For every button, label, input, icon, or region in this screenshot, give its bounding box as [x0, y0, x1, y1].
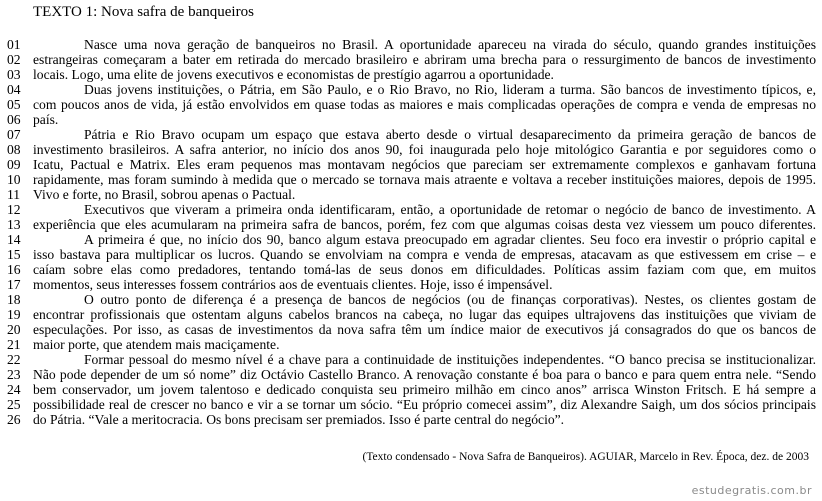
text-line: [0, 112, 822, 127]
line-number: 21: [7, 337, 21, 352]
text-line: [0, 307, 822, 322]
text-line: [0, 262, 822, 277]
line-text: Não pode depender de um só nome” diz Octávio Castello Branco. A renovação constante é boa para o banco e para quem entra nele. “Sendo: [33, 367, 816, 382]
line-text: investimento brasileiros. A safra anterior, no início dos anos 90, foi inaugurada pelo hoje mitológico Garantia e por seguidores como o: [33, 142, 816, 157]
text-line: [0, 97, 822, 112]
line-number: 03: [7, 67, 21, 82]
line-number: 18: [7, 292, 21, 307]
text-line: [0, 397, 822, 412]
line-text: estrangeiras começaram a bater em retirada do mercado brasileiro e abriram uma brecha para o ressurgimento de bancos de investimento: [33, 52, 816, 67]
text-line: [0, 322, 822, 337]
line-text: maior porte, que atendem mais maciçamente.: [33, 337, 280, 352]
line-text: O outro ponto de diferença é a presença de bancos de negócios (ou de finanças corporativas). Nestes, os clientes gostam de: [84, 292, 816, 307]
line-number: 25: [7, 397, 21, 412]
line-text: do Pátria. “Vale a meritocracia. Os bons precisam ser premiados. Isso é parte central do negócio”.: [33, 412, 565, 427]
line-text: experiência que eles acumularam na primeira safra de bancos, porém, fez com que algumas coisas desta vez viessem um pouco diferentes.: [33, 217, 816, 232]
line-number: 02: [7, 52, 21, 67]
line-text: A primeira é que, no início dos 90, banco algum estava preocupado em agradar clientes. Seu foco era investir o próprio capital e: [84, 232, 816, 247]
line-number: 10: [7, 172, 21, 187]
line-text: país.: [33, 112, 59, 127]
line-number: 14: [7, 232, 21, 247]
line-text: Executivos que viveram a primeira onda identificaram, então, a oportunidade de retomar o negócio de banco de investimento. A: [84, 202, 816, 217]
numbered-text-body: [0, 37, 822, 427]
line-text: Pátria e Rio Bravo ocupam um espaço que estava aberto desde o virtual desaparecimento da primeira geração de bancos de: [84, 127, 816, 142]
line-number: 26: [7, 412, 21, 427]
text-line: [0, 202, 822, 217]
text-title: TEXTO 1: Nova safra de banqueiros: [33, 4, 254, 20]
text-line: [0, 82, 822, 97]
line-text: momentos, seus interesses fossem contrários aos de eventuais clientes. Hoje, isso é impensável.: [33, 277, 553, 292]
line-number: 19: [7, 307, 21, 322]
text-line: [0, 187, 822, 202]
line-number: 22: [7, 352, 21, 367]
line-text: encontrar profissionais que ostentam alguns cabelos brancos na cabeça, no lugar das equipes ultrajovens das instituições que viviam de: [33, 307, 816, 322]
line-text: bem conservador, um jovem talentoso e dedicado conquista seu primeiro milhão em cinco anos” arrisca Winston Fritsch. E há sempre a: [33, 382, 816, 397]
line-text: especulações. Por isso, as casas de investimentos da nova safra têm um índice maior de executivos já consagrados do que os bancos de: [33, 322, 816, 337]
line-number: 05: [7, 97, 21, 112]
site-watermark: estudegratis.com.br: [691, 484, 812, 497]
text-line: [0, 67, 822, 82]
text-line: [0, 292, 822, 307]
line-text: Formar pessoal do mesmo nível é a chave para a continuidade de instituições independentes. “O banco precisa se institucionalizar.: [84, 352, 816, 367]
line-number: 06: [7, 112, 21, 127]
line-number: 11: [7, 187, 21, 202]
line-number: 24: [7, 382, 21, 397]
text-line: [0, 412, 822, 427]
line-number: 23: [7, 367, 21, 382]
text-line: [0, 382, 822, 397]
line-text: locais. Logo, uma elite de jovens executivos e economistas de prestígio agarrou a oportunidade.: [33, 67, 554, 82]
line-number: 01: [7, 37, 21, 52]
line-number: 16: [7, 262, 21, 277]
text-line: [0, 277, 822, 292]
line-text: rapidamente, mas foram sumindo à medida que o mercado se tornava mais atraente e voltava a receber instituições maiores, depois de 1995.: [33, 172, 816, 187]
text-line: [0, 127, 822, 142]
line-number: 04: [7, 82, 21, 97]
line-text: isso bastava para multiplicar os lucros. Quando se envolviam na compra e venda de empresas, atacavam as que estivessem em crise – e: [33, 247, 816, 262]
line-number: 07: [7, 127, 21, 142]
line-number: 12: [7, 202, 21, 217]
line-text: Duas jovens instituições, o Pátria, em São Paulo, e o Rio Bravo, no Rio, lideram a turma. São bancos de investimento típicos, e,: [84, 82, 816, 97]
text-line: [0, 217, 822, 232]
line-text: com poucos anos de vida, já estão envolvidos em quase todas as maiores e mais complicadas operações de compra e venda de empresas no: [33, 97, 816, 112]
text-line: [0, 37, 822, 52]
line-text: Nasce uma nova geração de banqueiros no Brasil. A oportunidade apareceu na virada do século, quando grandes instituições: [84, 37, 816, 52]
line-number: 13: [7, 217, 21, 232]
line-text: Vivo e forte, no Brasil, sobrou apenas o Pactual.: [33, 187, 296, 202]
text-line: [0, 172, 822, 187]
text-line: [0, 247, 822, 262]
line-text: Icatu, Pactual e Matrix. Eles eram pequenos mas montavam negócios que pareciam ser extremamente complexos e ganhavam fortuna: [33, 157, 816, 172]
text-line: [0, 352, 822, 367]
text-line: [0, 367, 822, 382]
line-number: 09: [7, 157, 21, 172]
text-line: [0, 52, 822, 67]
line-text: caíam sobre elas como predadores, tentando tomá-las de seus donos em dificuldades. Políticas assim faziam com que, em muitos: [33, 262, 816, 277]
line-number: 08: [7, 142, 21, 157]
line-number: 17: [7, 277, 21, 292]
text-line: [0, 142, 822, 157]
source-citation: (Texto condensado - Nova Safra de Banqueiros). AGUIAR, Marcelo in Rev. Época, dez. de 2003: [362, 451, 809, 463]
text-line: [0, 337, 822, 352]
text-line: [0, 157, 822, 172]
line-number: 15: [7, 247, 21, 262]
text-line: [0, 232, 822, 247]
line-text: possibilidade real de crescer no banco e vir a se tornar um sócio. “Eu próprio comecei assim”, diz Alexandre Saigh, um dos sócios principais: [33, 397, 816, 412]
line-number: 20: [7, 322, 21, 337]
